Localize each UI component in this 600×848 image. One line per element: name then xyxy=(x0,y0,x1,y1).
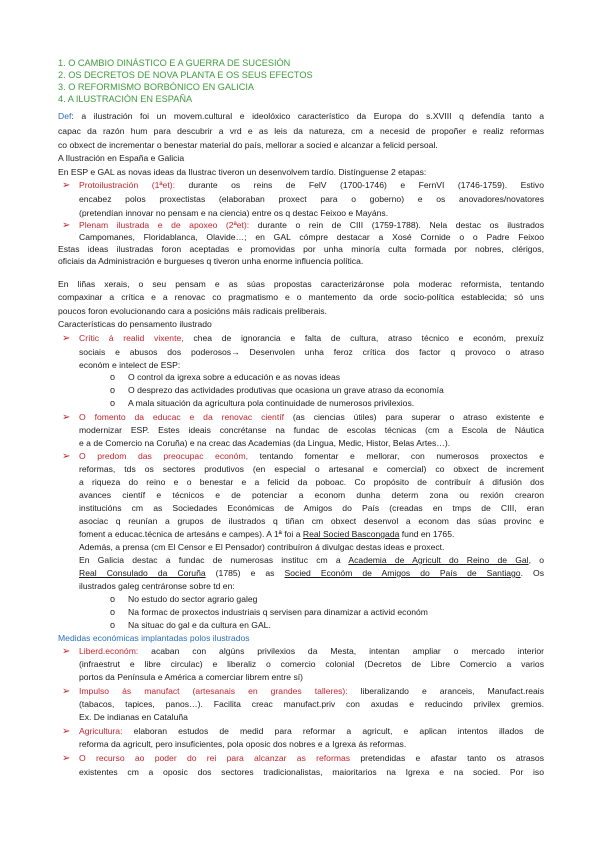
para2-line-3: poucos foron evolucionando cara a posicións máis radicais preliberais. xyxy=(58,306,327,316)
intro-line: En ESP e GAL as novas ideas da Ilustrac tiveron un desenvolvem tardío. Distínguense 2 etapas: xyxy=(58,167,427,177)
consulado-link: Real Consulado da Coruña xyxy=(79,568,206,578)
circle-bullet-icon: o xyxy=(110,398,116,408)
m2-line-3: Ex. De indianas en Cataluña xyxy=(79,712,188,722)
arrow-bullet-icon: ➢ xyxy=(62,333,71,344)
etapa2-label: Plenam ilustrada e de apoxeo (2ªet): xyxy=(79,220,250,230)
m3-label: Agricultura: xyxy=(79,726,123,736)
def-line-2: capac da razón hum para descubrir a vrd e as leis da natureza, cm a necesid de propoñer e realiz reformas xyxy=(58,126,544,136)
c2-label: O fomento da educac e da renovac científ xyxy=(79,412,284,422)
c3-line-6: asociac q reunían a grupos de ilustrados q tiñan cm obxect desenvol a econom das súas provinc e xyxy=(79,516,544,526)
c1-line-1: Crític á realid vixente, chea de ignorancia e falta de cultura, atraso técnico e económ, prexuíz xyxy=(79,333,544,343)
def-label: Def xyxy=(58,111,72,121)
heading-1: 1. O CAMBIO DINÁSTICO E A GUERRA DE SUCESIÓN xyxy=(58,58,291,68)
c1-item: O control da igrexa sobre a educación e as novas ideas xyxy=(128,372,341,382)
c3-line-4: avances científ e técnicos e de potenciar a econom dunha determ zona ou rexión crearon xyxy=(79,490,544,500)
etapa1-line-1: Protoilustración (1ªet): durante os reins de FelV (1700-1746) e FernVI (1746-1759). Estivo xyxy=(79,180,544,190)
arrow-bullet-icon: ➢ xyxy=(62,646,71,657)
m3-line-1: Agricultura: elaboran estudos de medid para reformar a agricult, e aplican intentos illados de xyxy=(79,726,544,736)
c3-galicia-line-1: En Galicia destac a fundac de numerosas instituc cm a Academia de Agricult do Reino de Gal, o xyxy=(79,555,544,565)
etapa1-label: Protoilustración (1ªet): xyxy=(79,180,175,190)
arrow-bullet-icon: ➢ xyxy=(62,753,71,764)
heading-2: 2. OS DECRETOS DE NOVA PLANTA E OS SEUS EFECTOS xyxy=(58,70,313,80)
arrow-bullet-icon: ➢ xyxy=(62,726,71,737)
c3-line-7: foment a educac.técnica de artesáns e campes). A 1ª foi a Real Socied Bascongada fund en 1765. xyxy=(79,529,455,539)
m3-line-2: reforma da agricult, pero insuficientes, pola oposic dos nobres e a Igrexa ás reformas. xyxy=(79,739,407,749)
socied-link: Socied Económ de Amigos do País de Santiago xyxy=(284,568,521,578)
c3-line-2: reformas, tds os sectores produtivos (en especial o artesanal e comercial) co obxect de increment xyxy=(79,464,544,474)
subheading-caracteristicas: Características do pensamento ilustrado xyxy=(58,319,212,329)
c3-item: Na formac de proxectos industriais q servisen para dinamizar a activid económ xyxy=(128,607,428,617)
c3-galicia-line-3: ilustrados galeg centráronse sobre td en: xyxy=(79,581,235,591)
c2-line-1: O fomento da educac e da renovac científ (as ciencias útiles) para superar o atraso existente e xyxy=(79,412,544,422)
c2-line-3: e a de Comercio na Coruña) e na creac das Academias (da Lingua, Medic, Histor, Belas Artes…). xyxy=(79,438,451,448)
etapa2-line-2: Campomanes, Floridablanca, Olavide…; en GAL cómpre destacar a Xosé Cornide o o Padre Feixoo xyxy=(79,232,544,242)
rsb-link: Real Socied Bascongada xyxy=(302,529,400,539)
m1-label: Liberd.económ: xyxy=(79,646,139,656)
etapa2-line-1: Plenam ilustrada e de apoxeo (2ªet): durante o rein de CIII (1759-1788). Nela destac os ilustrados xyxy=(79,220,544,230)
c2-line-2: modernizar ESP. Estes ideais concrétanse na fundac de escolas técnicas (cm a Escola de Náutica xyxy=(79,425,544,435)
c3-prensa: Además, a prensa (cm El Censor e El Pensador) contribuíron á divulgac destas ideas e proxect. xyxy=(79,542,445,552)
arrow-bullet-icon: ➢ xyxy=(62,686,71,697)
circle-bullet-icon: o xyxy=(110,372,116,382)
m1-line-1: Liberd.económ: acaban con algúns privilexios da Mesta, intentan ampliar o mercado interior xyxy=(79,646,544,656)
arrow-bullet-icon: ➢ xyxy=(62,220,71,231)
m4-label: O recurso ao poder do rei para alcanzar as reformas xyxy=(79,753,351,763)
para2-line-2: compaxinar a crítica e a renovac co pragmatismo e o mantemento da orde socio-política establecida; só uns xyxy=(58,292,544,302)
para2-line-1: En liñas xerais, o seu pensam e as súas propostas caracterizáronse pola moderac reformista, tentando xyxy=(58,279,544,289)
heading-4: 4. A ILUSTRACIÓN EN ESPAÑA xyxy=(58,94,193,104)
m1-line-3: portos da Península e América a comerciar librem entre sí) xyxy=(79,672,304,682)
c3-line-1: O predom das preocupac económ, tentando fomentar e mellorar, con numerosos proxectos e xyxy=(79,451,544,461)
c1-label: Crític á realid vixente, xyxy=(79,333,184,343)
def-line-3: co obxect de incrementar o benestar material do país, mellorar a socied e alcanzar a felicid persoal. xyxy=(58,140,438,150)
c3-galicia-line-2: Real Consulado da Coruña (1785) e as Socied Económ de Amigos do País de Santiago. Os xyxy=(79,568,544,578)
heading-3: 3. O REFORMISMO BORBÓNICO EN GALICIA xyxy=(58,82,255,92)
arrow-bullet-icon: ➢ xyxy=(62,412,71,423)
c1-item: O desprezo das actividades produtivas que ocasiona un grave atraso da economía xyxy=(128,385,444,395)
c3-line-3: a riqueza do reino e o benestar e a felicid da poboac. Co propósito de contribuír á difusión dos xyxy=(79,477,544,487)
c1-line-3: económ e intelect de ESP: xyxy=(79,360,181,370)
etapa1-line-3: (pretendían innovar no pensam e na ciencia) entre os q destac Feixoo e Mayáns. xyxy=(79,208,389,218)
circle-bullet-icon: o xyxy=(110,385,116,395)
circle-bullet-icon: o xyxy=(110,620,116,630)
arrow-bullet-icon: ➢ xyxy=(62,451,71,462)
circle-bullet-icon: o xyxy=(110,594,116,604)
etapa1-line-2: encabez polos proxectistas (elaboraban proxect para o goberno) e os anovadores/novatores xyxy=(79,194,544,204)
academia-link: Academia de Agricult do Reino de Gal xyxy=(348,555,529,565)
def-line-1: Def: a ilustración foi un movem.cultural e ideolóxico característico da Europa do s.XVIII q defendía tanto a xyxy=(58,111,544,121)
subheading-ilustracion: A Ilustración en España e Galicia xyxy=(58,153,185,163)
c3-item: No estudo do sector agrario galeg xyxy=(128,594,258,604)
arrow-bullet-icon: ➢ xyxy=(62,180,71,191)
para1-line-2: oficiais da Administración e burgueses q tiveron unha enorme influencia política. xyxy=(58,256,364,266)
m2-line-2: (tabacos, tapices, panos…). Facilita creac manufact.priv con axudas e reducindo privilex gremios. xyxy=(79,699,544,709)
m2-label: Impulso ás manufact (artesanais en grandes talleres): xyxy=(79,686,348,696)
m1-line-2: (infraestrut e libre circulac) e liberaliz o comercio colonial (Decretos de Libre Comercio a varios xyxy=(79,659,544,669)
subheading-medidas: Medidas económicas implantadas polos ilustrados xyxy=(58,633,250,643)
c1-line-2: sociais e abusos dos poderosos→ Desenvolen unha feroz crítica dos factor q provoco o atraso xyxy=(79,347,544,357)
c3-label: O predom das preocupac económ, xyxy=(79,451,249,461)
c3-item: Na situac do gal e da cultura en GAL. xyxy=(128,620,271,630)
m4-line-1: O recurso ao poder do rei para alcanzar as reformas pretendidas e afastar tanto os atrasos xyxy=(79,753,544,763)
m2-line-1: Impulso ás manufact (artesanais en grandes talleres): liberalizando e aranceis, Manufact.reais xyxy=(79,686,544,696)
circle-bullet-icon: o xyxy=(110,607,116,617)
c3-line-5: institucións cm as Sociedades Económicas de Amigos do País (creadas en tmps de CIII, eran xyxy=(79,503,544,513)
m4-line-2: existentes cm a oposic dos sectores tradicionalistas, maioritarios na Igrexa e na socied. Por iso xyxy=(79,767,544,777)
c1-item: A mala situación da agricultura pola continuidade de numerosos privilexios. xyxy=(128,398,415,408)
para1-line-1: Estas ideas ilustradas foron aceptadas e promovidas por unha minoría culta formada por nobres, clérigos, xyxy=(58,244,544,254)
